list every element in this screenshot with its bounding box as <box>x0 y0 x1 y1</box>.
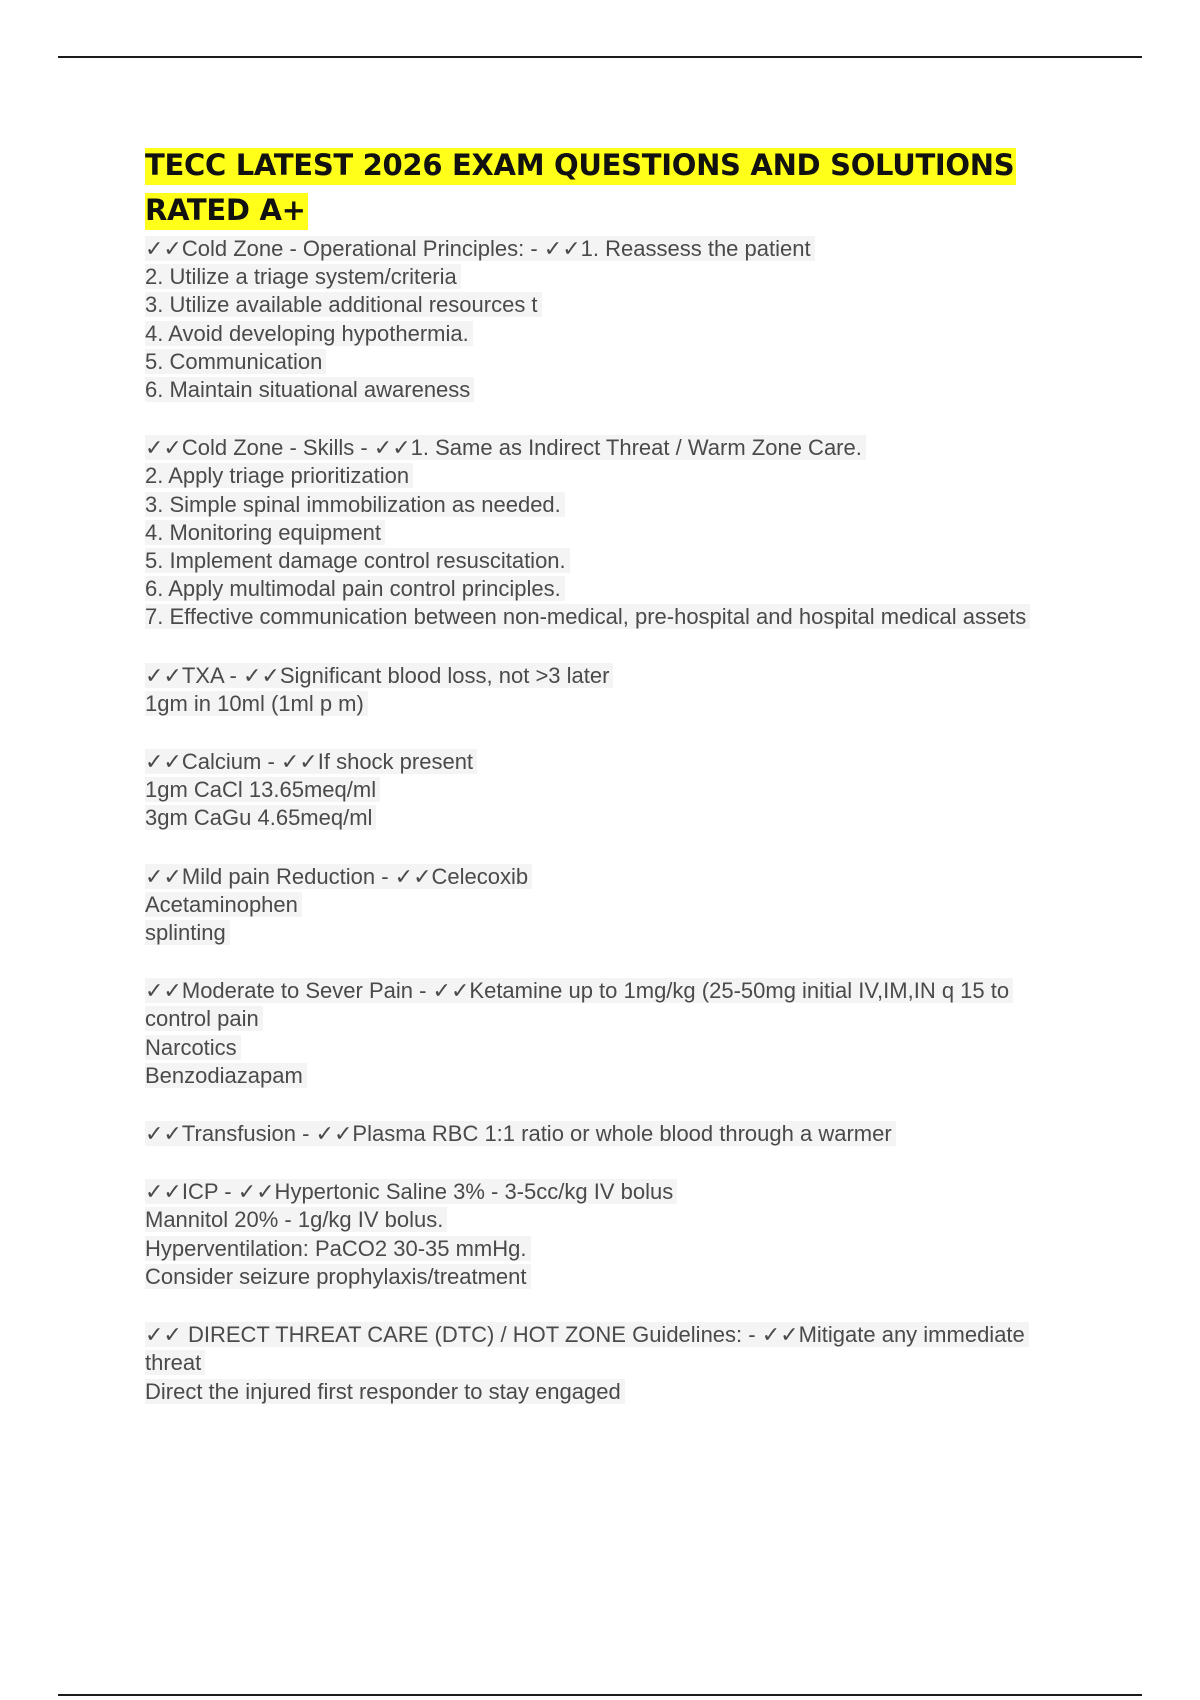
entry-answer-line <box>145 804 1075 832</box>
document-title-text: TECC LATEST 2026 EXAM QUESTIONS AND SOLUTIONS RATED A+ <box>145 148 1016 230</box>
entry-line-text: Hyperventilation: PaCO2 30-35 mmHg. <box>145 1236 531 1261</box>
entry-line-text: 5. Implement damage control resuscitation. <box>145 548 570 573</box>
qa-entry <box>145 748 1075 833</box>
entry-question-line <box>145 1178 1075 1206</box>
entry-line-text: Mannitol 20% - 1g/kg IV bolus. <box>145 1207 447 1232</box>
entry-line-text: 4. Avoid developing hypothermia. <box>145 321 473 346</box>
qa-entry <box>145 1120 1075 1148</box>
bottom-rule <box>58 1694 1142 1696</box>
entry-answer-line <box>145 348 1075 376</box>
entry-answer-line <box>145 519 1075 547</box>
entry-question-line <box>145 1120 1075 1148</box>
entry-line-text: ✓✓ DIRECT THREAT CARE (DTC) / HOT ZONE Guidelines: - ✓✓Mitigate any immediate threat <box>145 1322 1029 1375</box>
qa-entry <box>145 434 1075 631</box>
entry-answer-line <box>145 320 1075 348</box>
entry-line-text: ✓✓Transfusion - ✓✓Plasma RBC 1:1 ratio or whole blood through a warmer <box>145 1121 896 1146</box>
entry-answer-line <box>145 1235 1075 1263</box>
entry-answer-line <box>145 263 1075 291</box>
qa-entry <box>145 1321 1075 1406</box>
entry-question-line <box>145 434 1075 462</box>
entry-line-text: Narcotics <box>145 1035 241 1060</box>
document-body <box>145 143 1075 1436</box>
entry-line-text: 2. Apply triage prioritization <box>145 463 413 488</box>
qa-entries <box>145 235 1075 1406</box>
entry-line-text: 1gm CaCl 13.65meq/ml <box>145 777 380 802</box>
entry-question-line <box>145 748 1075 776</box>
entry-answer-line <box>145 1263 1075 1291</box>
entry-answer-line <box>145 1062 1075 1090</box>
entry-line-text: Consider seizure prophylaxis/treatment <box>145 1264 531 1289</box>
qa-entry <box>145 1178 1075 1291</box>
entry-line-text: 7. Effective communication between non-medical, pre-hospital and hospital medical assets <box>145 604 1030 629</box>
document-title <box>145 143 1075 233</box>
entry-answer-line <box>145 547 1075 575</box>
entry-line-text: 1gm in 10ml (1ml p m) <box>145 691 368 716</box>
entry-line-text: 4. Monitoring equipment <box>145 520 385 545</box>
entry-answer-line <box>145 1034 1075 1062</box>
entry-line-text: 3. Utilize available additional resources t <box>145 292 542 317</box>
entry-line-text: ✓✓Mild pain Reduction - ✓✓Celecoxib <box>145 864 532 889</box>
entry-line-text: splinting <box>145 920 230 945</box>
entry-line-text: ✓✓Calcium - ✓✓If shock present <box>145 749 477 774</box>
entry-line-text: ✓✓Moderate to Sever Pain - ✓✓Ketamine up to 1mg/kg (25-50mg initial IV,IM,IN q 15 to control pain <box>145 978 1013 1031</box>
qa-entry <box>145 662 1075 718</box>
entry-question-line <box>145 863 1075 891</box>
entry-answer-line <box>145 462 1075 490</box>
entry-answer-line <box>145 1206 1075 1234</box>
entry-answer-line <box>145 291 1075 319</box>
entry-line-text: 5. Communication <box>145 349 326 374</box>
entry-line-text: Acetaminophen <box>145 892 302 917</box>
entry-line-text: ✓✓ICP - ✓✓Hypertonic Saline 3% - 3-5cc/kg IV bolus <box>145 1179 677 1204</box>
entry-answer-line <box>145 1378 1075 1406</box>
entry-line-text: 2. Utilize a triage system/criteria <box>145 264 461 289</box>
qa-entry <box>145 863 1075 948</box>
entry-line-text: Benzodiazapam <box>145 1063 307 1088</box>
entry-answer-line <box>145 690 1075 718</box>
entry-line-text: 3. Simple spinal immobilization as needed. <box>145 492 565 517</box>
top-rule <box>58 56 1142 58</box>
entry-question-line <box>145 1321 1075 1377</box>
qa-entry <box>145 235 1075 404</box>
entry-line-text: ✓✓Cold Zone - Skills - ✓✓1. Same as Indirect Threat / Warm Zone Care. <box>145 435 866 460</box>
entry-question-line <box>145 235 1075 263</box>
entry-answer-line <box>145 491 1075 519</box>
entry-line-text: 6. Apply multimodal pain control principles. <box>145 576 565 601</box>
qa-entry <box>145 977 1075 1090</box>
entry-question-line <box>145 662 1075 690</box>
entry-line-text: 6. Maintain situational awareness <box>145 377 474 402</box>
entry-line-text: ✓✓TXA - ✓✓Significant blood loss, not >3 later <box>145 663 613 688</box>
entry-line-text: Direct the injured first responder to stay engaged <box>145 1379 625 1404</box>
entry-answer-line <box>145 575 1075 603</box>
entry-answer-line <box>145 776 1075 804</box>
entry-answer-line <box>145 891 1075 919</box>
entry-answer-line <box>145 919 1075 947</box>
entry-line-text: 3gm CaGu 4.65meq/ml <box>145 805 376 830</box>
entry-line-text: ✓✓Cold Zone - Operational Principles: - ✓✓1. Reassess the patient <box>145 236 815 261</box>
entry-answer-line <box>145 376 1075 404</box>
entry-answer-line <box>145 603 1075 631</box>
entry-question-line <box>145 977 1075 1033</box>
